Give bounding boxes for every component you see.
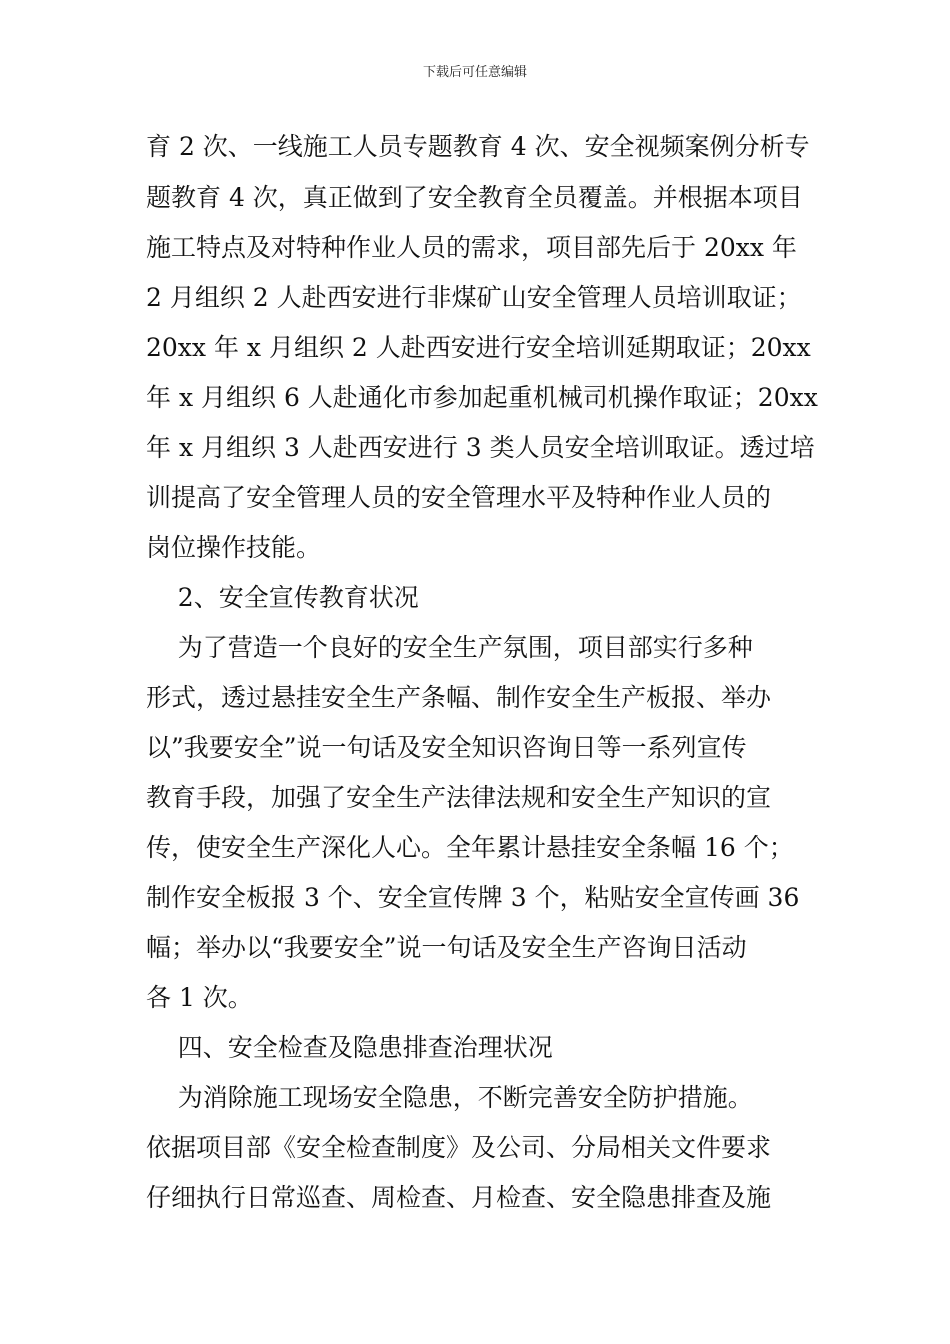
page-header: 下载后可任意编辑 xyxy=(422,65,527,80)
body-line: 各 1 次。 xyxy=(146,983,253,1012)
section-heading: 2、安全宣传教育状况 xyxy=(146,583,419,612)
body-line: 依据项目部《安全检查制度》及公司、分局相关文件要求 xyxy=(146,1133,772,1162)
body-line: 年 x 月组织 6 人赴通化市参加起重机械司机操作取证；20xx xyxy=(146,383,818,412)
body-line: 形式，透过悬挂安全生产条幅、制作安全生产板报、举办 xyxy=(146,683,772,712)
body-line: 岗位操作技能。 xyxy=(146,533,322,562)
body-line: 年 x 月组织 3 人赴西安进行 3 类人员安全培训取证。透过培 xyxy=(146,433,815,462)
body-line: 以”我要安全”说一句话及安全知识咨询日等一系列宣传 xyxy=(146,733,747,762)
body-line: 幅；举办以“我要安全”说一句话及安全生产咨询日活动 xyxy=(146,933,747,962)
body-line: 20xx 年 x 月组织 2 人赴西安进行安全培训延期取证；20xx xyxy=(146,333,811,362)
body-line: 制作安全板报 3 个、安全宣传牌 3 个，粘贴安全宣传画 36 xyxy=(146,883,800,912)
body-line: 题教育 4 次，真正做到了安全教育全员覆盖。并根据本项目 xyxy=(146,183,803,212)
section-heading: 四、安全检查及隐患排查治理状况 xyxy=(146,1033,553,1062)
paragraph-start-line: 为消除施工现场安全隐患，不断完善安全防护措施。 xyxy=(146,1083,753,1112)
body-line: 育 2 次、一线施工人员专题教育 4 次、安全视频案例分析专 xyxy=(146,132,810,161)
body-line: 施工特点及对特种作业人员的需求，项目部先后于 20xx 年 xyxy=(146,233,797,262)
body-line: 训提高了安全管理人员的安全管理水平及特种作业人员的 xyxy=(146,483,772,512)
body-line: 传，使安全生产深化人心。全年累计悬挂安全条幅 16 个； xyxy=(146,833,794,862)
paragraph-start-line: 为了营造一个良好的安全生产氛围，项目部实行多种 xyxy=(146,633,753,662)
body-line: 2 月组织 2 人赴西安进行非煤矿山安全管理人员培训取证； xyxy=(146,283,802,312)
body-line: 教育手段，加强了安全生产法律法规和安全生产知识的宣 xyxy=(146,783,772,812)
body-line: 仔细执行日常巡查、周检查、月检查、安全隐患排查及施 xyxy=(146,1183,772,1212)
